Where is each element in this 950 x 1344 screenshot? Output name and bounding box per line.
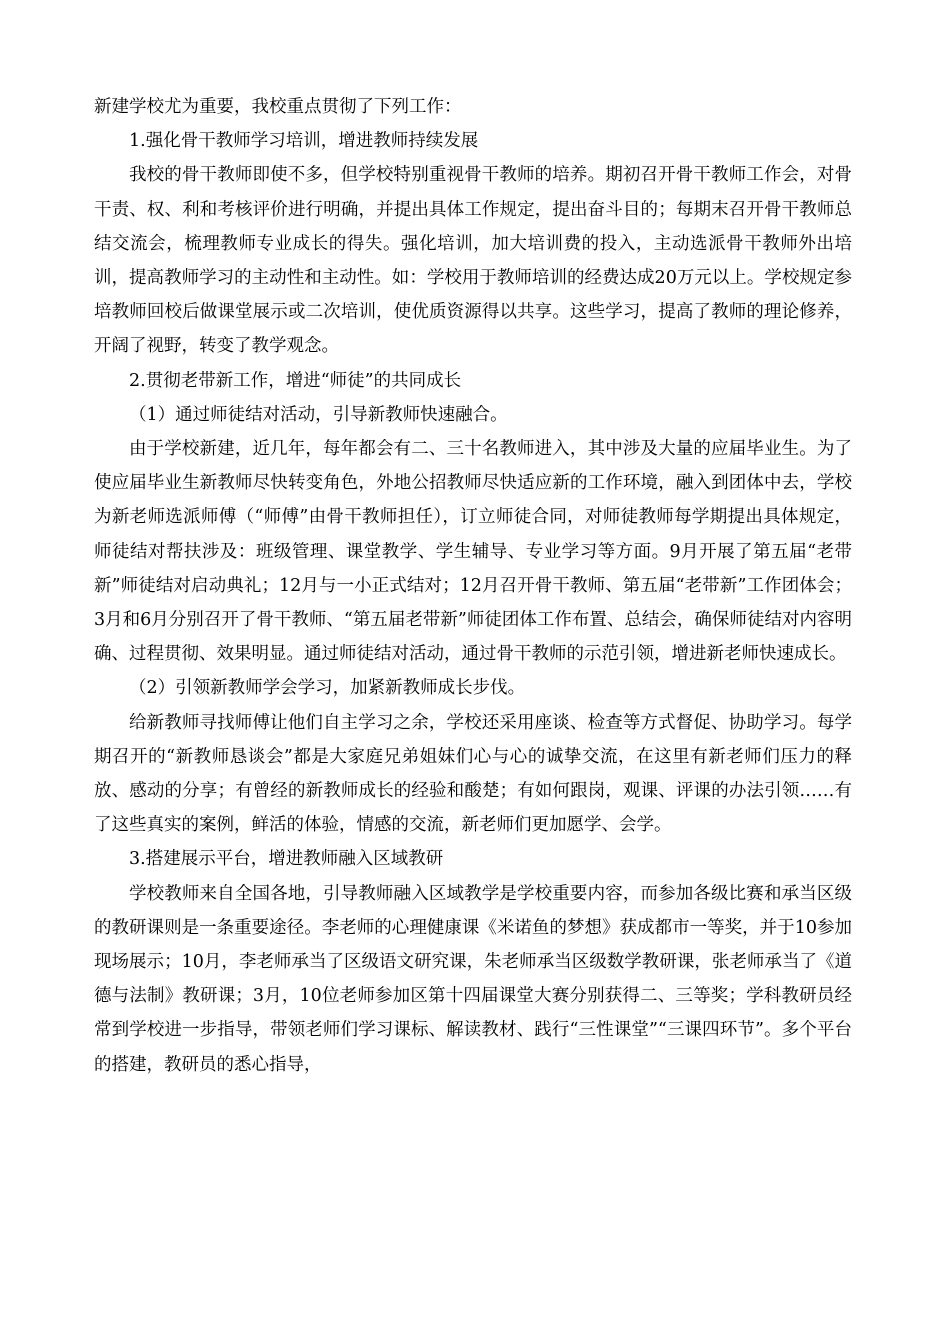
heading-section-1: 1.强化骨干教师学习培训，增进教师持续发展: [129, 131, 479, 152]
heading-section-3: 3.搭建展示平台，增进教师融入区域教研: [129, 849, 444, 870]
subheading-2-1: （1）通过师徒结对活动，引导新教师快速融合。: [129, 404, 508, 425]
heading-section-2: 2.贯彻老带新工作，增进“师徒”的共同成长: [129, 370, 462, 391]
subheading-2-2: （2）引领新教师学会学习，加紧新教师成长步伐。: [129, 678, 526, 699]
paragraph-regional-research: 学校教师来自全国各地，引导教师融入区域教学是学校重要内容，而参加各级比赛和承当区级的教研课则是一条重要途径。李老师的心理健康课《米诺鱼的梦想》获成都市一等奖，并于10参加现场展示；10月，李老师承当了区级语文研究课，朱老师承当区级数学教研课，张老师承当了《道德与法制》教研课；3月，10位老师参加区第十四届课堂大赛分别获得二、三等奖；学科教研员经常到学校进一步指导，带领老师们学习课标、解读教材、践行“三性课堂”“三课四环节”。多个平台的搭建，教研员的悉心指导，: [94, 883, 852, 1075]
paragraph-intro: 新建学校尤为重要，我校重点贯彻了下列工作：: [94, 97, 462, 117]
paragraph-new-teacher-learning: 给新教师寻找师傅让他们自主学习之余，学校还采用座谈、检查等方式督促、协助学习。每学期召开的“新教师恳谈会”都是大家庭兄弟姐妹们心与心的诚挚交流，在这里有新老师们压力的释放、感动的分享；有曾经的新教师成长的经验和酸楚；有如何跟岗，观课、评课的办法引领……有了这些真实的案例，鲜活的体验，情感的交流，新老师们更加愿学、会学。: [94, 712, 852, 836]
paragraph-backbone-teachers: 我校的骨干教师即使不多，但学校特别重视骨干教师的培养。期初召开骨干教师工作会，对骨干责、权、利和考核评价进行明确，并提出具体工作规定，提出奋斗目的；每期末召开骨干教师总结交流会，梳理教师专业成长的得失。强化培训，加大培训费的投入，主动选派骨干教师外出培训，提高教师学习的主动性和主动性。如：学校用于教师培训的经费达成20万元以上。学校规定参培教师回校后做课堂展示或二次培训，使优质资源得以共享。这些学习，提高了教师的理论修养，开阔了视野，转变了教学观念。: [94, 165, 852, 357]
paragraph-mentorship: 由于学校新建，近几年，每年都会有二、三十名教师进入，其中涉及大量的应届毕业生。为了使应届毕业生新教师尽快转变角色，外地公招教师尽快适应新的工作环境，融入到团体中去，学校为新老师选派师傅（“师傅”由骨干教师担任），订立师徒合同，对师徒教师每学期提出具体规定，师徒结对帮扶涉及：班级管理、课堂教学、学生辅导、专业学习等方面。9月开展了第五届“老带新”师徒结对启动典礼；12月与一小正式结对；12月召开骨干教师、第五届“老带新”工作团体会；3月和6月分别召开了骨干教师、“第五届老带新”师徒团体工作布置、总结会，确保师徒结对内容明确、过程贯彻、效果明显。通过师徒结对活动，通过骨干教师的示范引领，增进新老师快速成长。: [94, 439, 852, 665]
document-body: [94, 90, 852, 1082]
